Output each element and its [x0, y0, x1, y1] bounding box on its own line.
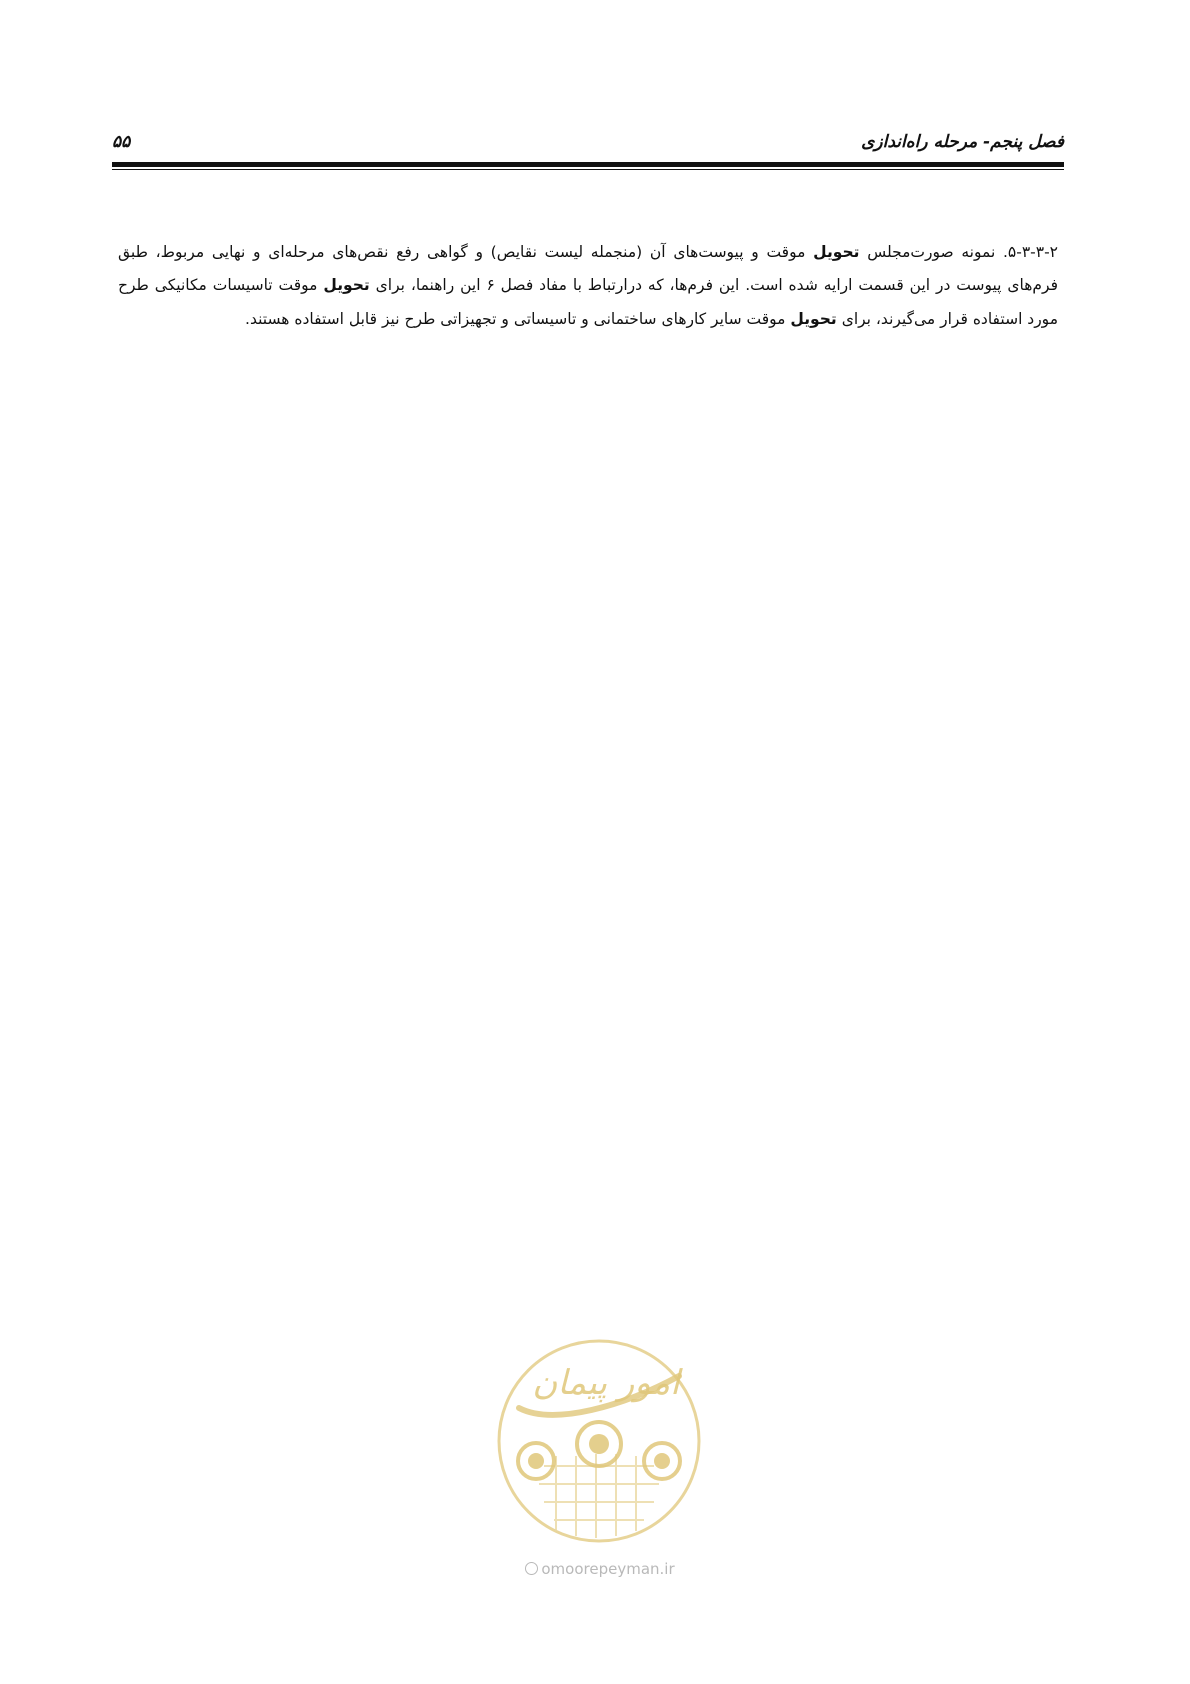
watermark-url — [480, 1560, 720, 1578]
page-header — [112, 128, 1064, 156]
keyword-delivery: تحویل — [813, 242, 860, 261]
header-rule-thick — [112, 162, 1064, 167]
text-segment: ۵-۳-۳-۲. نمونه صورت‌مجلس — [859, 242, 1059, 261]
page-number: ۵۵ — [112, 132, 131, 152]
keyword-delivery: تحویل — [323, 276, 370, 295]
keyword-delivery: تحویل — [790, 310, 837, 329]
globe-icon — [525, 1562, 538, 1575]
watermark-logo-text: امور پیمان — [532, 1363, 680, 1403]
body-paragraph — [118, 236, 1058, 337]
header-rule-thin — [112, 169, 1064, 170]
text-segment: موقت تاسیسات مکانیکی طرح مورد استفاده قرار می‌گیرند، برای — [118, 276, 1058, 329]
text-segment: موقت و پیوست‌های آن (منجمله لیست نقایص) و گواهی رفع نقص‌های مرحله‌ای و نهایی مربوط، طبق فرم‌های پیوست در این قسمت ارایه شده است. این فرم‌ها، که درارتباط با مفاد فصل ۶ این راهنما، برای — [118, 242, 1058, 295]
text-segment: موقت سایر کارهای ساختمانی و تاسیساتی و تجهیزاتی طرح نیز قابل استفاده هستند. — [245, 310, 791, 329]
watermark-logo — [494, 1336, 704, 1546]
watermark-url-text: omoorepeyman.ir — [541, 1560, 675, 1578]
chapter-title: فصل پنجم- مرحله راه‌اندازی — [861, 132, 1064, 152]
